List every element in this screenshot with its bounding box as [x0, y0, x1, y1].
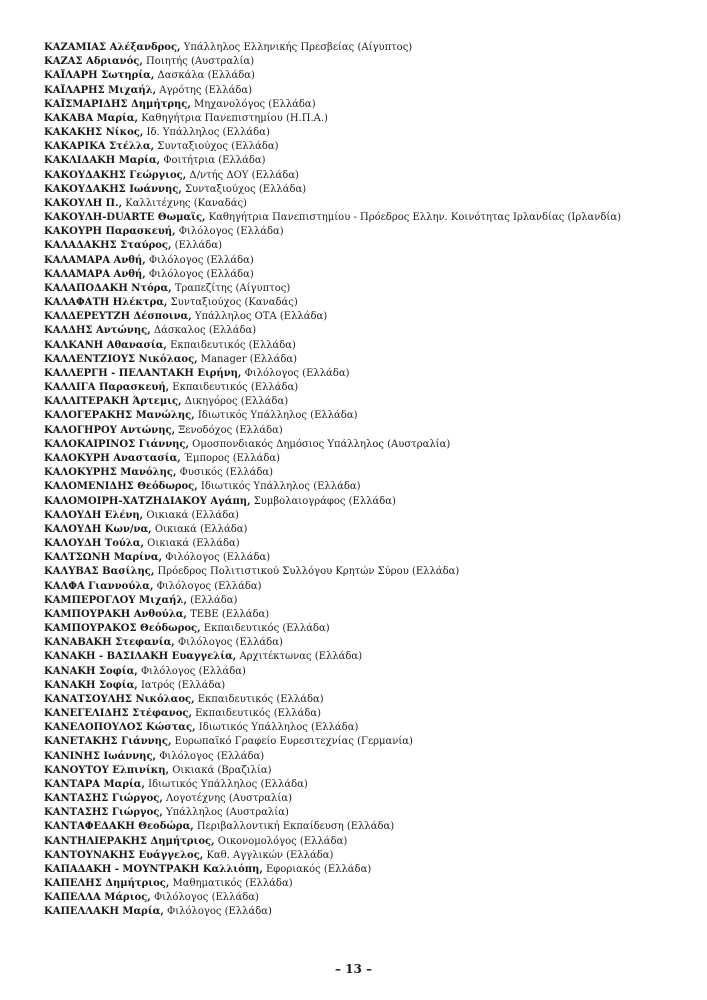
entry-info: Δασκάλα (Ελλάδα)	[154, 70, 255, 82]
entry-info: Συνταξιούχος (Ελλάδα)	[154, 141, 279, 153]
entry-info: Υπάλληλος ΟΤΑ (Ελλάδα)	[191, 311, 328, 323]
entry-info: Ιατρός (Ελλάδα)	[137, 679, 226, 691]
entry-info: Φιλόλογος (Ελλάδα)	[175, 226, 284, 238]
entry-name: ΚΑΝΟΥΤΟΥ Ελπινίκη,	[44, 764, 170, 776]
entry-info: Τραπεζίτης (Αίγυπτος)	[171, 282, 291, 294]
list-item	[44, 211, 687, 225]
list-item	[44, 863, 687, 877]
list-item	[44, 84, 687, 98]
list-item	[44, 594, 687, 608]
entry-name: ΚΑΝΤΑΦΕΔΑΚΗ Θεοδώρα,	[44, 821, 194, 833]
entry-name: ΚΑΚΑΒΑ Μαρία,	[44, 112, 139, 124]
list-item	[44, 395, 687, 409]
list-item	[44, 523, 687, 537]
list-item	[44, 98, 687, 112]
entry-info: Εκπαιδευτικός (Ελλάδα)	[191, 708, 321, 720]
list-item	[44, 239, 687, 253]
entry-info: Φιλόλογος (Ελλάδα)	[241, 367, 350, 379]
entry-name: ΚΑΝΕΤΑΚΗΣ Γιάννης,	[44, 736, 172, 748]
list-item	[44, 608, 687, 622]
entry-name: ΚΑΚΟΥΔΑΚΗΣ Γεώργιος,	[44, 169, 187, 181]
page-number: – 13 –	[334, 962, 373, 976]
list-item	[44, 296, 687, 310]
list-item	[44, 721, 687, 735]
entry-info: Πρόεδρος Πολιτιστικού Συλλόγου Κρητών Σύρου (Ελλάδα)	[154, 566, 460, 578]
entry-name: ΚΑΜΠΟΥΡΑΚΗ Ανθούλα,	[44, 608, 187, 620]
list-item	[44, 367, 687, 381]
entry-name: ΚΑΝΤΑΣΗΣ Γιώργος,	[44, 793, 163, 805]
entry-name: ΚΑΛΔΕΡΕΥΤΖΗ Δέσποινα,	[44, 311, 192, 323]
list-item	[44, 537, 687, 551]
list-item	[44, 183, 687, 197]
list-item	[44, 551, 687, 565]
entry-info: Ιδιωτικός Υπάλληλος (Ελλάδα)	[195, 722, 359, 734]
entry-name: ΚΑΛΟΚΥΡΗΣ Μανόλης,	[44, 467, 177, 479]
entry-name: ΚΑΠΑΔΑΚΗ - ΜΟΥΝΤΡΑΚΗ Καλλιόπη,	[44, 863, 263, 875]
list-item	[44, 268, 687, 282]
list-item	[44, 764, 687, 778]
list-item	[44, 622, 687, 636]
list-item	[44, 339, 687, 353]
entry-name: ΚΑΪΛΑΡΗΣ Μιχαήλ,	[44, 84, 157, 96]
entry-name: ΚΑΛΑΜΑΡΑ Ανθή,	[44, 268, 146, 280]
entry-name: ΚΑΪΛΑΡΗ Σωτηρία,	[44, 70, 155, 82]
entry-info: Εκπαιδευτικός (Ελλάδα)	[194, 693, 324, 705]
list-item	[44, 409, 687, 423]
entry-name: ΚΑΛΟΚΑΙΡΙΝΟΣ Γιάννης,	[44, 438, 189, 450]
list-item	[44, 353, 687, 367]
entry-info: Εφοριακός (Ελλάδα)	[262, 863, 372, 875]
list-item	[44, 254, 687, 268]
list-item	[44, 424, 687, 438]
entry-info: Καθηγήτρια Πανεπιστημίου - Πρόεδρος Ελλην. Κοινότητας Ιρλανδίας (Ιρλανδία)	[205, 212, 621, 224]
entry-name: ΚΑΝΑΚΗ Σοφία,	[44, 679, 138, 691]
entry-info: Λογοτέχνης (Αυστραλία)	[162, 793, 292, 805]
entry-name: ΚΑΛΛΕΡΓΗ - ΠΕΛΑΝΤΑΚΗ Ειρήνη,	[44, 367, 242, 379]
list-item	[44, 750, 687, 764]
entry-info: Καθ. Αγγλικών (Ελλάδα)	[203, 849, 334, 861]
entry-name: ΚΑΛΥΒΑΣ Βασίλης,	[44, 566, 155, 578]
entry-info: Ομοσπονδιακός Δημόσιος Υπάλληλος (Αυστραλία)	[189, 438, 451, 450]
entry-name: ΚΑΛΟΥΔΗ Ελένη,	[44, 509, 144, 521]
list-item	[44, 69, 687, 83]
entry-info: Εκπαιδευτικός (Ελλάδα)	[169, 382, 299, 394]
entry-name: ΚΑΖΑΣ Αδριανός,	[44, 56, 143, 68]
entry-name: ΚΑΠΕΛΛΑ Μάριος,	[44, 892, 151, 904]
entry-info: Δ/ντής ΔΟΥ (Ελλάδα)	[186, 169, 299, 181]
list-item	[44, 565, 687, 579]
entry-name: ΚΑΛΔΗΣ Αντώνης,	[44, 325, 151, 337]
entry-name: ΚΑΚΛΙΔΑΚΗ Μαρία,	[44, 155, 161, 167]
entry-name: ΚΑΛΚΑΝΗ Αθανασία,	[44, 339, 167, 351]
entry-info: Φιλόλογος (Ελλάδα)	[162, 552, 271, 564]
entry-name: ΚΑΛΑΦΑΤΗ Ηλέκτρα,	[44, 297, 168, 309]
entry-name: ΚΑΚΟΥΛΗ Π.,	[44, 197, 123, 209]
entry-name: ΚΑΛΛΙΓΑ Παρασκευή,	[44, 382, 170, 394]
entry-info: Καλλιτέχνης (Καναδάς)	[122, 197, 247, 209]
list-item	[44, 580, 687, 594]
entry-name: ΚΑΚΑΚΗΣ Νίκος,	[44, 127, 144, 139]
entry-name: ΚΑΜΠΟΥΡΑΚΟΣ Θεόδωρος,	[44, 623, 201, 635]
list-item	[44, 707, 687, 721]
list-item	[44, 778, 687, 792]
entry-info: Φιλόλογος (Ελλάδα)	[163, 906, 272, 918]
list-item	[44, 310, 687, 324]
list-item	[44, 282, 687, 296]
list-item	[44, 154, 687, 168]
list-item	[44, 792, 687, 806]
list-item	[44, 650, 687, 664]
entry-info: Οικονομολόγος (Ελλάδα)	[214, 835, 348, 847]
list-item	[44, 438, 687, 452]
entry-name: ΚΑΠΕΛΛΑΚΗ Μαρία,	[44, 906, 164, 918]
entry-name: ΚΑΝΑΚΗ - ΒΑΣΙΛΑΚΗ Ευαγγελία,	[44, 651, 237, 663]
entry-name: ΚΑΝΤΑΡΑ Μαρία,	[44, 778, 145, 790]
entry-name: ΚΑΛΟΜΕΝΙΔΗΣ Θεόδωρος,	[44, 481, 198, 493]
entry-info: Ιδιωτικός Υπάλληλος (Ελλάδα)	[144, 778, 308, 790]
entry-info: ΤΕΒΕ (Ελλάδα)	[186, 608, 270, 620]
entry-info: Φυσικός (Ελλάδα)	[176, 467, 274, 479]
list-item	[44, 806, 687, 820]
subscriber-list	[44, 41, 687, 920]
entry-info: Ξενοδόχος (Ελλάδα)	[175, 424, 283, 436]
list-item	[44, 835, 687, 849]
entry-info: Δικηγόρος (Ελλάδα)	[181, 396, 289, 408]
entry-name: ΚΑΝΙΝΗΣ Ιωάννης,	[44, 750, 157, 762]
list-item	[44, 381, 687, 395]
list-item	[44, 55, 687, 69]
entry-name: ΚΑΛΑΔΑΚΗΣ Σταύρος,	[44, 240, 172, 252]
entry-name: ΚΑΝΤΟΥΝΑΚΗΣ Ευάγγελος,	[44, 849, 204, 861]
list-item	[44, 905, 687, 919]
entry-info: Φοιτήτρια (Ελλάδα)	[160, 155, 266, 167]
entry-info: Συνταξιούχος (Ελλάδα)	[181, 183, 307, 195]
entry-name: ΚΑΛΤΣΩΝΗ Μαρίνα,	[44, 552, 163, 564]
entry-info: Υπάλληλος (Αυστραλία)	[162, 807, 289, 819]
entry-name: ΚΑΛΟΚΥΡΗ Αναστασία,	[44, 452, 181, 464]
entry-info: Φιλόλογος (Ελλάδα)	[137, 665, 246, 677]
entry-info: Αγρότης (Ελλάδα)	[156, 84, 252, 96]
entry-name: ΚΑΛΑΜΑΡΑ Ανθή,	[44, 254, 146, 266]
list-item	[44, 197, 687, 211]
list-item	[44, 324, 687, 338]
list-item	[44, 466, 687, 480]
list-item	[44, 820, 687, 834]
entry-name: ΚΑΪΣΜΑΡΙΔΗΣ Δημήτρης,	[44, 98, 191, 110]
entry-info: Φιλόλογος (Ελλάδα)	[174, 637, 283, 649]
entry-name: ΚΑΝΕΓΕΛΙΔΗΣ Στέφανος,	[44, 708, 192, 720]
entry-info: Μαθηματικός (Ελλάδα)	[169, 878, 293, 890]
entry-name: ΚΑΖΑΜΙΑΣ Αλέξανδρος,	[44, 42, 181, 53]
list-item	[44, 891, 687, 905]
entry-name: ΚΑΛΛΙΤΕΡΑΚΗ Άρτεμις,	[44, 396, 182, 408]
entry-name: ΚΑΚΑΡΙΚΑ Στέλλα,	[44, 141, 155, 153]
entry-name: ΚΑΝΕΛΟΠΟΥΛΟΣ Κώστας,	[44, 722, 196, 734]
list-item	[44, 225, 687, 239]
entry-info: Ιδιωτικός Υπάλληλος (Ελλάδα)	[194, 410, 358, 422]
entry-info: Φιλόλογος (Ελλάδα)	[156, 750, 265, 762]
entry-info: Φιλόλογος (Ελλάδα)	[145, 268, 254, 280]
entry-name: ΚΑΛΟΓΕΡΑΚΗΣ Μανώλης,	[44, 410, 195, 422]
list-item	[44, 112, 687, 126]
entry-name: ΚΑΛΟΓΗΡΟΥ Αντώνης,	[44, 424, 176, 436]
entry-info: Ιδιωτικός Υπάλληλος (Ελλάδα)	[197, 481, 361, 493]
entry-info: Manager (Ελλάδα)	[197, 353, 298, 365]
list-item	[44, 480, 687, 494]
entry-info: Φιλόλογος (Ελλάδα)	[145, 254, 254, 266]
entry-name: ΚΑΜΠΕΡΟΓΛΟΥ Μιχαήλ,	[44, 594, 187, 606]
entry-name: ΚΑΚΟΥΛΗ-DUARTE Θωμαΐς,	[44, 212, 206, 224]
entry-info: Περιβαλλοντική Εκπαίδευση (Ελλάδα)	[193, 821, 395, 833]
entry-info: Ποιητής (Αυστραλία)	[142, 56, 255, 68]
entry-info: Υπάλληλος Ελληνικής Πρεσβείας (Αίγυπτος)	[180, 42, 413, 53]
entry-info: Δάσκαλος (Ελλάδα)	[150, 325, 257, 337]
entry-name: ΚΑΛΟΥΔΗ Κων/να,	[44, 523, 152, 535]
entry-name: ΚΑΛΑΠΟΔΑΚΗ Ντόρα,	[44, 282, 172, 294]
list-item	[44, 849, 687, 863]
entry-info: Συνταξιούχος (Καναδάς)	[167, 297, 298, 309]
entry-info: Εκπαιδευτικός (Ελλάδα)	[166, 339, 296, 351]
entry-info: Οικιακά (Ελλάδα)	[144, 538, 240, 550]
list-item	[44, 735, 687, 749]
entry-name: ΚΑΛΟΥΔΗ Τούλα,	[44, 538, 144, 550]
entry-info: Οικιακά (Ελλάδα)	[151, 523, 248, 535]
entry-info: Ιδ. Υπάλληλος (Ελλάδα)	[143, 127, 270, 139]
list-item	[44, 140, 687, 154]
entry-info: Φιλόλογος (Ελλάδα)	[153, 580, 262, 592]
list-item	[44, 665, 687, 679]
entry-info: (Ελλάδα)	[171, 240, 222, 252]
list-item	[44, 126, 687, 140]
entry-name: ΚΑΚΟΥΡΗ Παρασκευή,	[44, 226, 176, 238]
list-item	[44, 169, 687, 183]
entry-info: Συμβολαιογράφος (Ελλάδα)	[250, 495, 396, 507]
list-item	[44, 877, 687, 891]
entry-info: Φιλόλογος (Ελλάδα)	[150, 892, 259, 904]
entry-name: ΚΑΠΕΛΗΣ Δημήτριος,	[44, 878, 170, 890]
entry-info: Οικιακά (Ελλάδα)	[143, 509, 239, 521]
entry-info: Αρχιτέκτωνας (Ελλάδα)	[236, 651, 363, 663]
entry-name: ΚΑΝΤΗΛΙΕΡΑΚΗΣ Δημήτριος,	[44, 835, 215, 847]
entry-name: ΚΑΝΑΒΑΚΗ Στεφανία,	[44, 637, 175, 649]
list-item	[44, 679, 687, 693]
list-item	[44, 452, 687, 466]
entry-name: ΚΑΝΑΚΗ Σοφία,	[44, 665, 138, 677]
entry-name: ΚΑΛΟΜΟΙΡΗ-ΧΑΤΖΗΔΙΑΚΟΥ Αγάπη,	[44, 495, 251, 507]
entry-info: Έμπορος (Ελλάδα)	[180, 452, 281, 464]
list-item	[44, 693, 687, 707]
entry-info: Ευρωπαϊκό Γραφείο Ευρεσιτεχνίας (Γερμανία)	[171, 736, 413, 748]
list-item	[44, 41, 687, 55]
list-item	[44, 495, 687, 509]
list-item	[44, 636, 687, 650]
entry-name: ΚΑΛΦΑ Γιαννούλα,	[44, 580, 154, 592]
entry-info: Οικιακά (Βραζιλία)	[169, 764, 272, 776]
entry-name: ΚΑΝΤΑΣΗΣ Γιώργος,	[44, 807, 163, 819]
entry-info: Καθηγήτρια Πανεπιστημίου (Η.Π.Α.)	[138, 112, 328, 124]
entry-name: ΚΑΛΛΕΝΤΖΙΟΥΣ Νικόλαος,	[44, 353, 198, 365]
entry-info: Μηχανολόγος (Ελλάδα)	[190, 98, 316, 110]
entry-name: ΚΑΝΑΤΣΟΥΛΗΣ Νικόλαος,	[44, 693, 195, 705]
entry-info: (Ελλάδα)	[186, 594, 238, 606]
entry-info: Εκπαιδευτικός (Ελλάδα)	[200, 623, 330, 635]
list-item	[44, 509, 687, 523]
entry-name: ΚΑΚΟΥΔΑΚΗΣ Ιωάννης,	[44, 183, 182, 195]
